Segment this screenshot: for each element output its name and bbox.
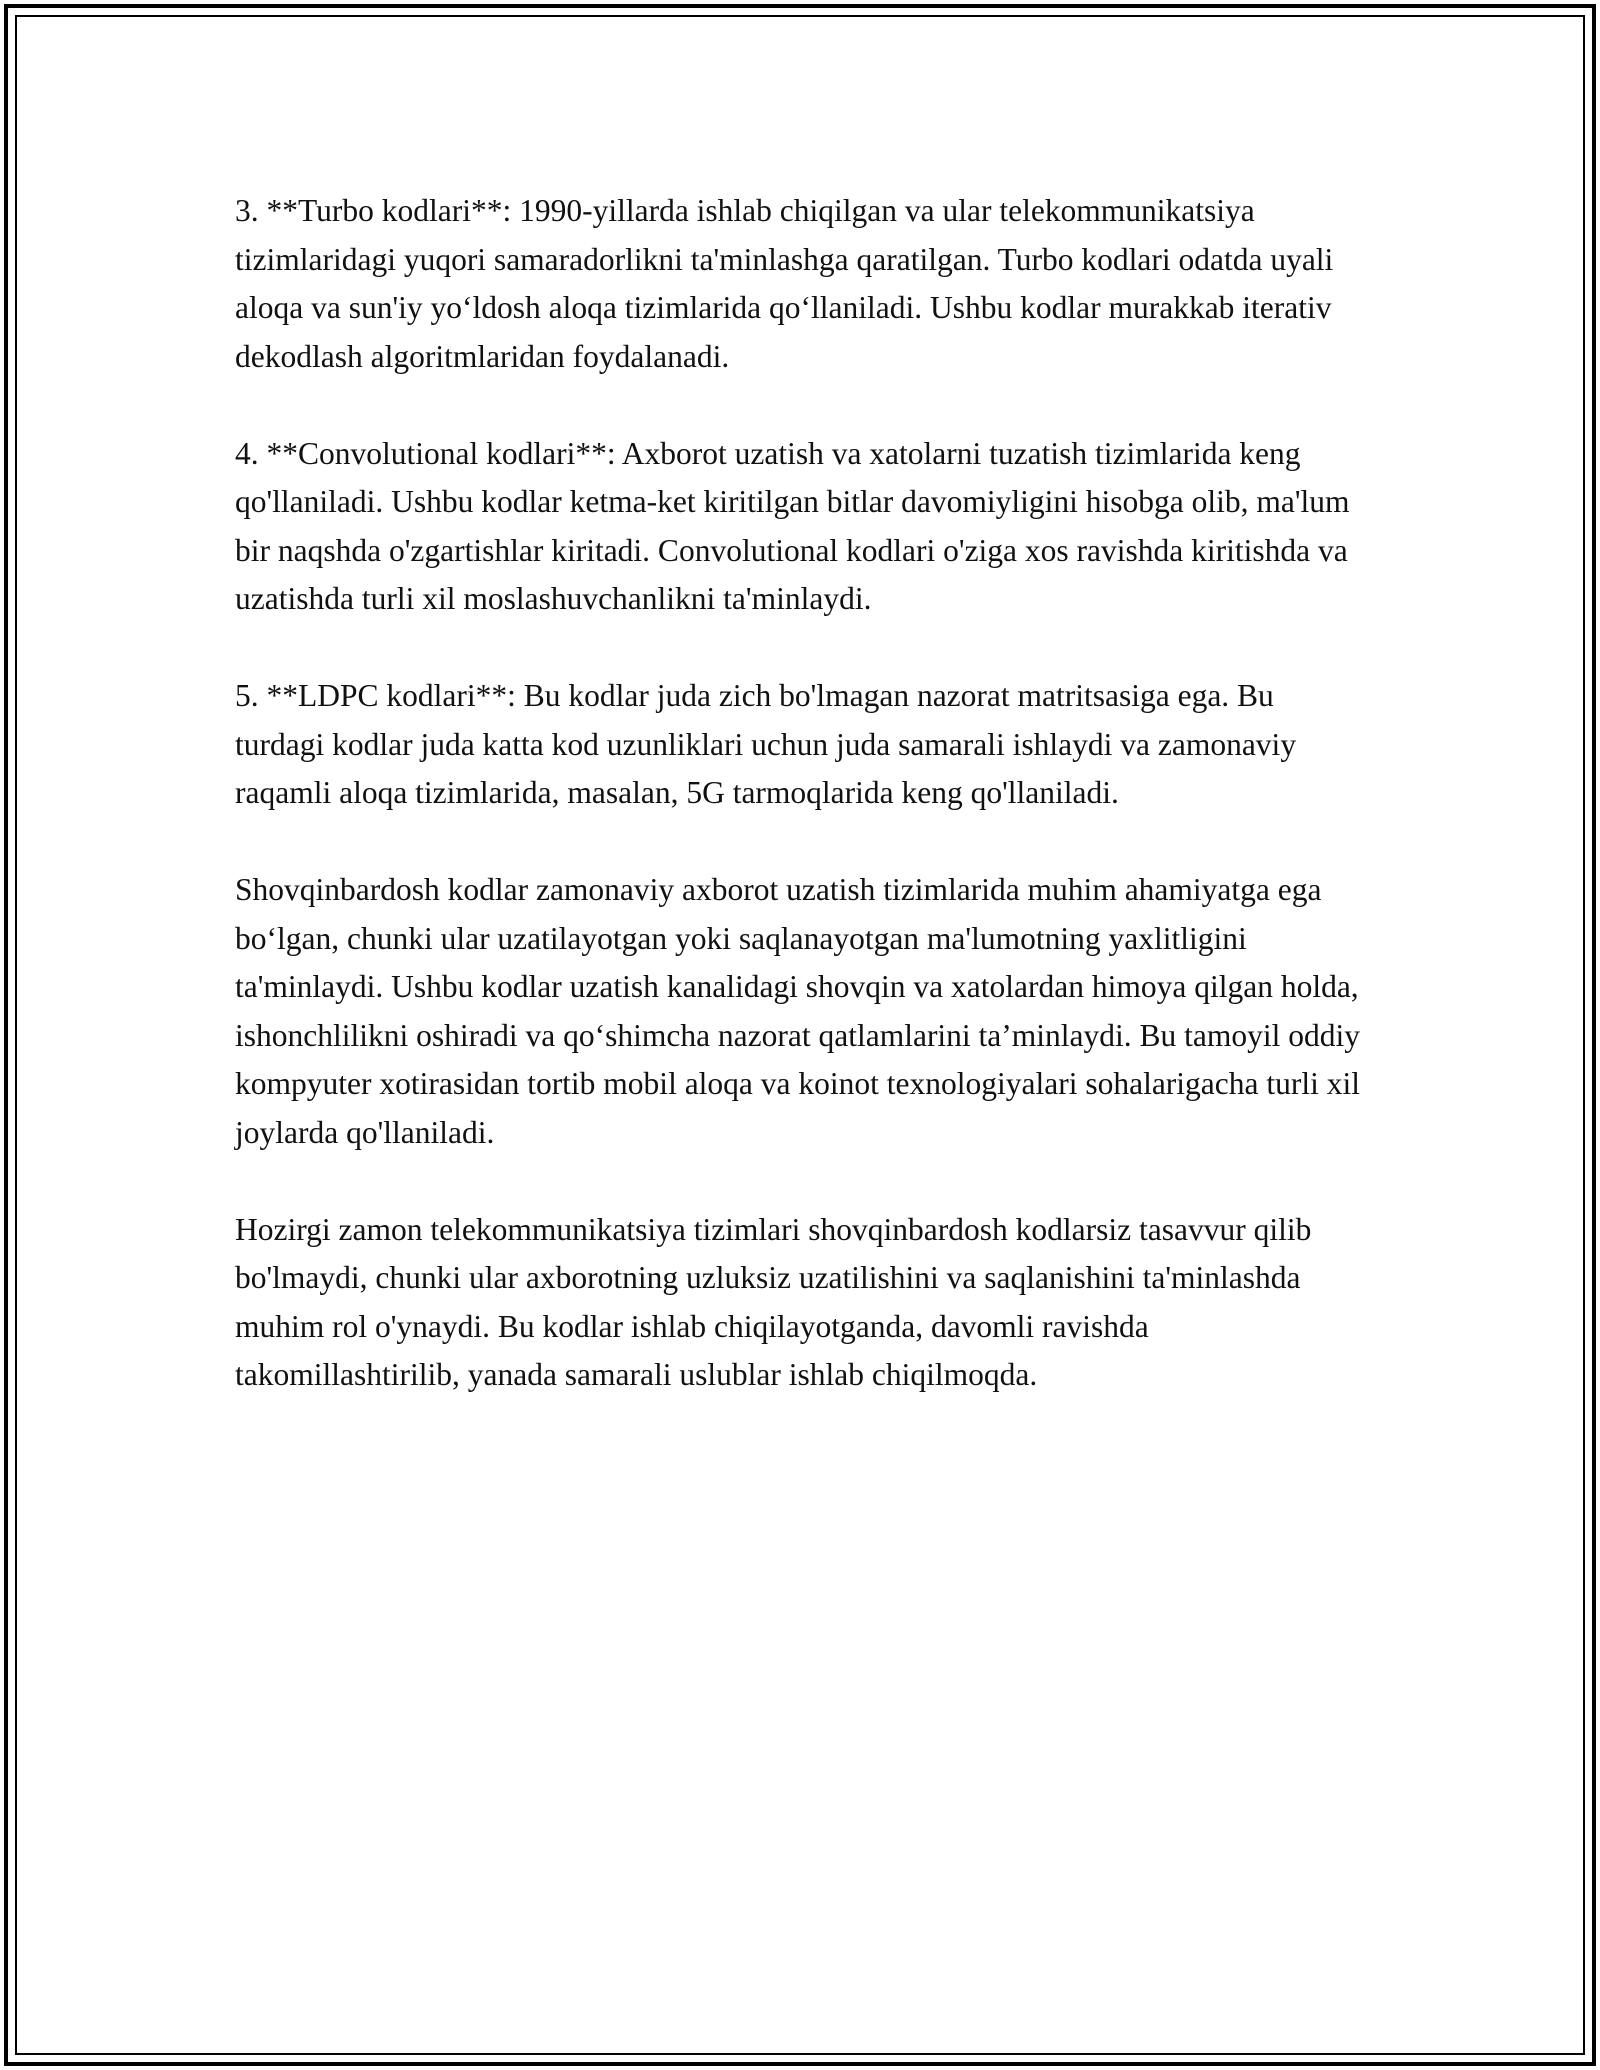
paragraph-ldpc-codes: 5. **LDPC kodlari**: Bu kodlar juda zich bo'lmagan nazorat matritsasiga ega. Bu turdagi kodlar juda katta kod uzunliklari uchun juda samarali ishlaydi va zamonaviy raqamli aloqa tizimlarida, masalan, 5G tarmoqlarida keng qo'llaniladi. — [235, 678, 1297, 810]
document-body — [235, 187, 1365, 1400]
paragraph-convolutional-codes: 4. **Convolutional kodlari**: Axborot uzatish va xatolarni tuzatish tizimlarida keng qo'llaniladi. Ushbu kodlar ketma-ket kiritilgan bitlar davomiyligini hisobga olib, ma'lum bir naqshda o'zgartishlar kiritadi. Convolutional kodlari o'ziga xos ravishda kiritishda va uzatishda turli xil moslashuvchanlikni ta'minlaydi. — [235, 435, 1350, 616]
paragraph-importance: Shovqinbardosh kodlar zamonaviy axborot uzatish tizimlarida muhim ahamiyatga ega bo‘lgan, chunki ular uzatilayotgan yoki saqlanayotgan ma'lumotning yaxlitligini ta'minlaydi. Ushbu kodlar uzatish kanalidagi shovqin va xatolardan himoya qilgan holda, ishonchlilikni oshiradi va qo‘shimcha nazorat qatlamlarini ta’minlaydi. Bu tamoyil oddiy kompyuter xotirasidan tortib mobil aloqa va koinot texnologiyalari sohalarigacha turli xil joylarda qo'llaniladi. — [235, 872, 1361, 1150]
paragraph-conclusion: Hozirgi zamon telekommunikatsiya tizimlari shovqinbardosh kodlarsiz tasavvur qilib bo'lmaydi, chunki ular axborotning uzluksiz uzatilishini va saqlanishini ta'minlashda muhim rol o'ynaydi. Bu kodlar ishlab chiqilayotganda, davomli ravishda takomillashtirilib, yanada samarali uslublar ishlab chiqilmoqda. — [235, 1211, 1312, 1392]
paragraph-turbo-codes: 3. **Turbo kodlari**: 1990-yillarda ishlab chiqilgan va ular telekommunikatsiya tizimlaridagi yuqori samaradorlikni ta'minlashga qaratilgan. Turbo kodlari odatda uyali aloqa va sun'iy yo‘ldosh aloqa tizimlarida qo‘llaniladi. Ushbu kodlar murakkab iterativ dekodlash algoritmlaridan foydalanadi. — [235, 193, 1334, 374]
